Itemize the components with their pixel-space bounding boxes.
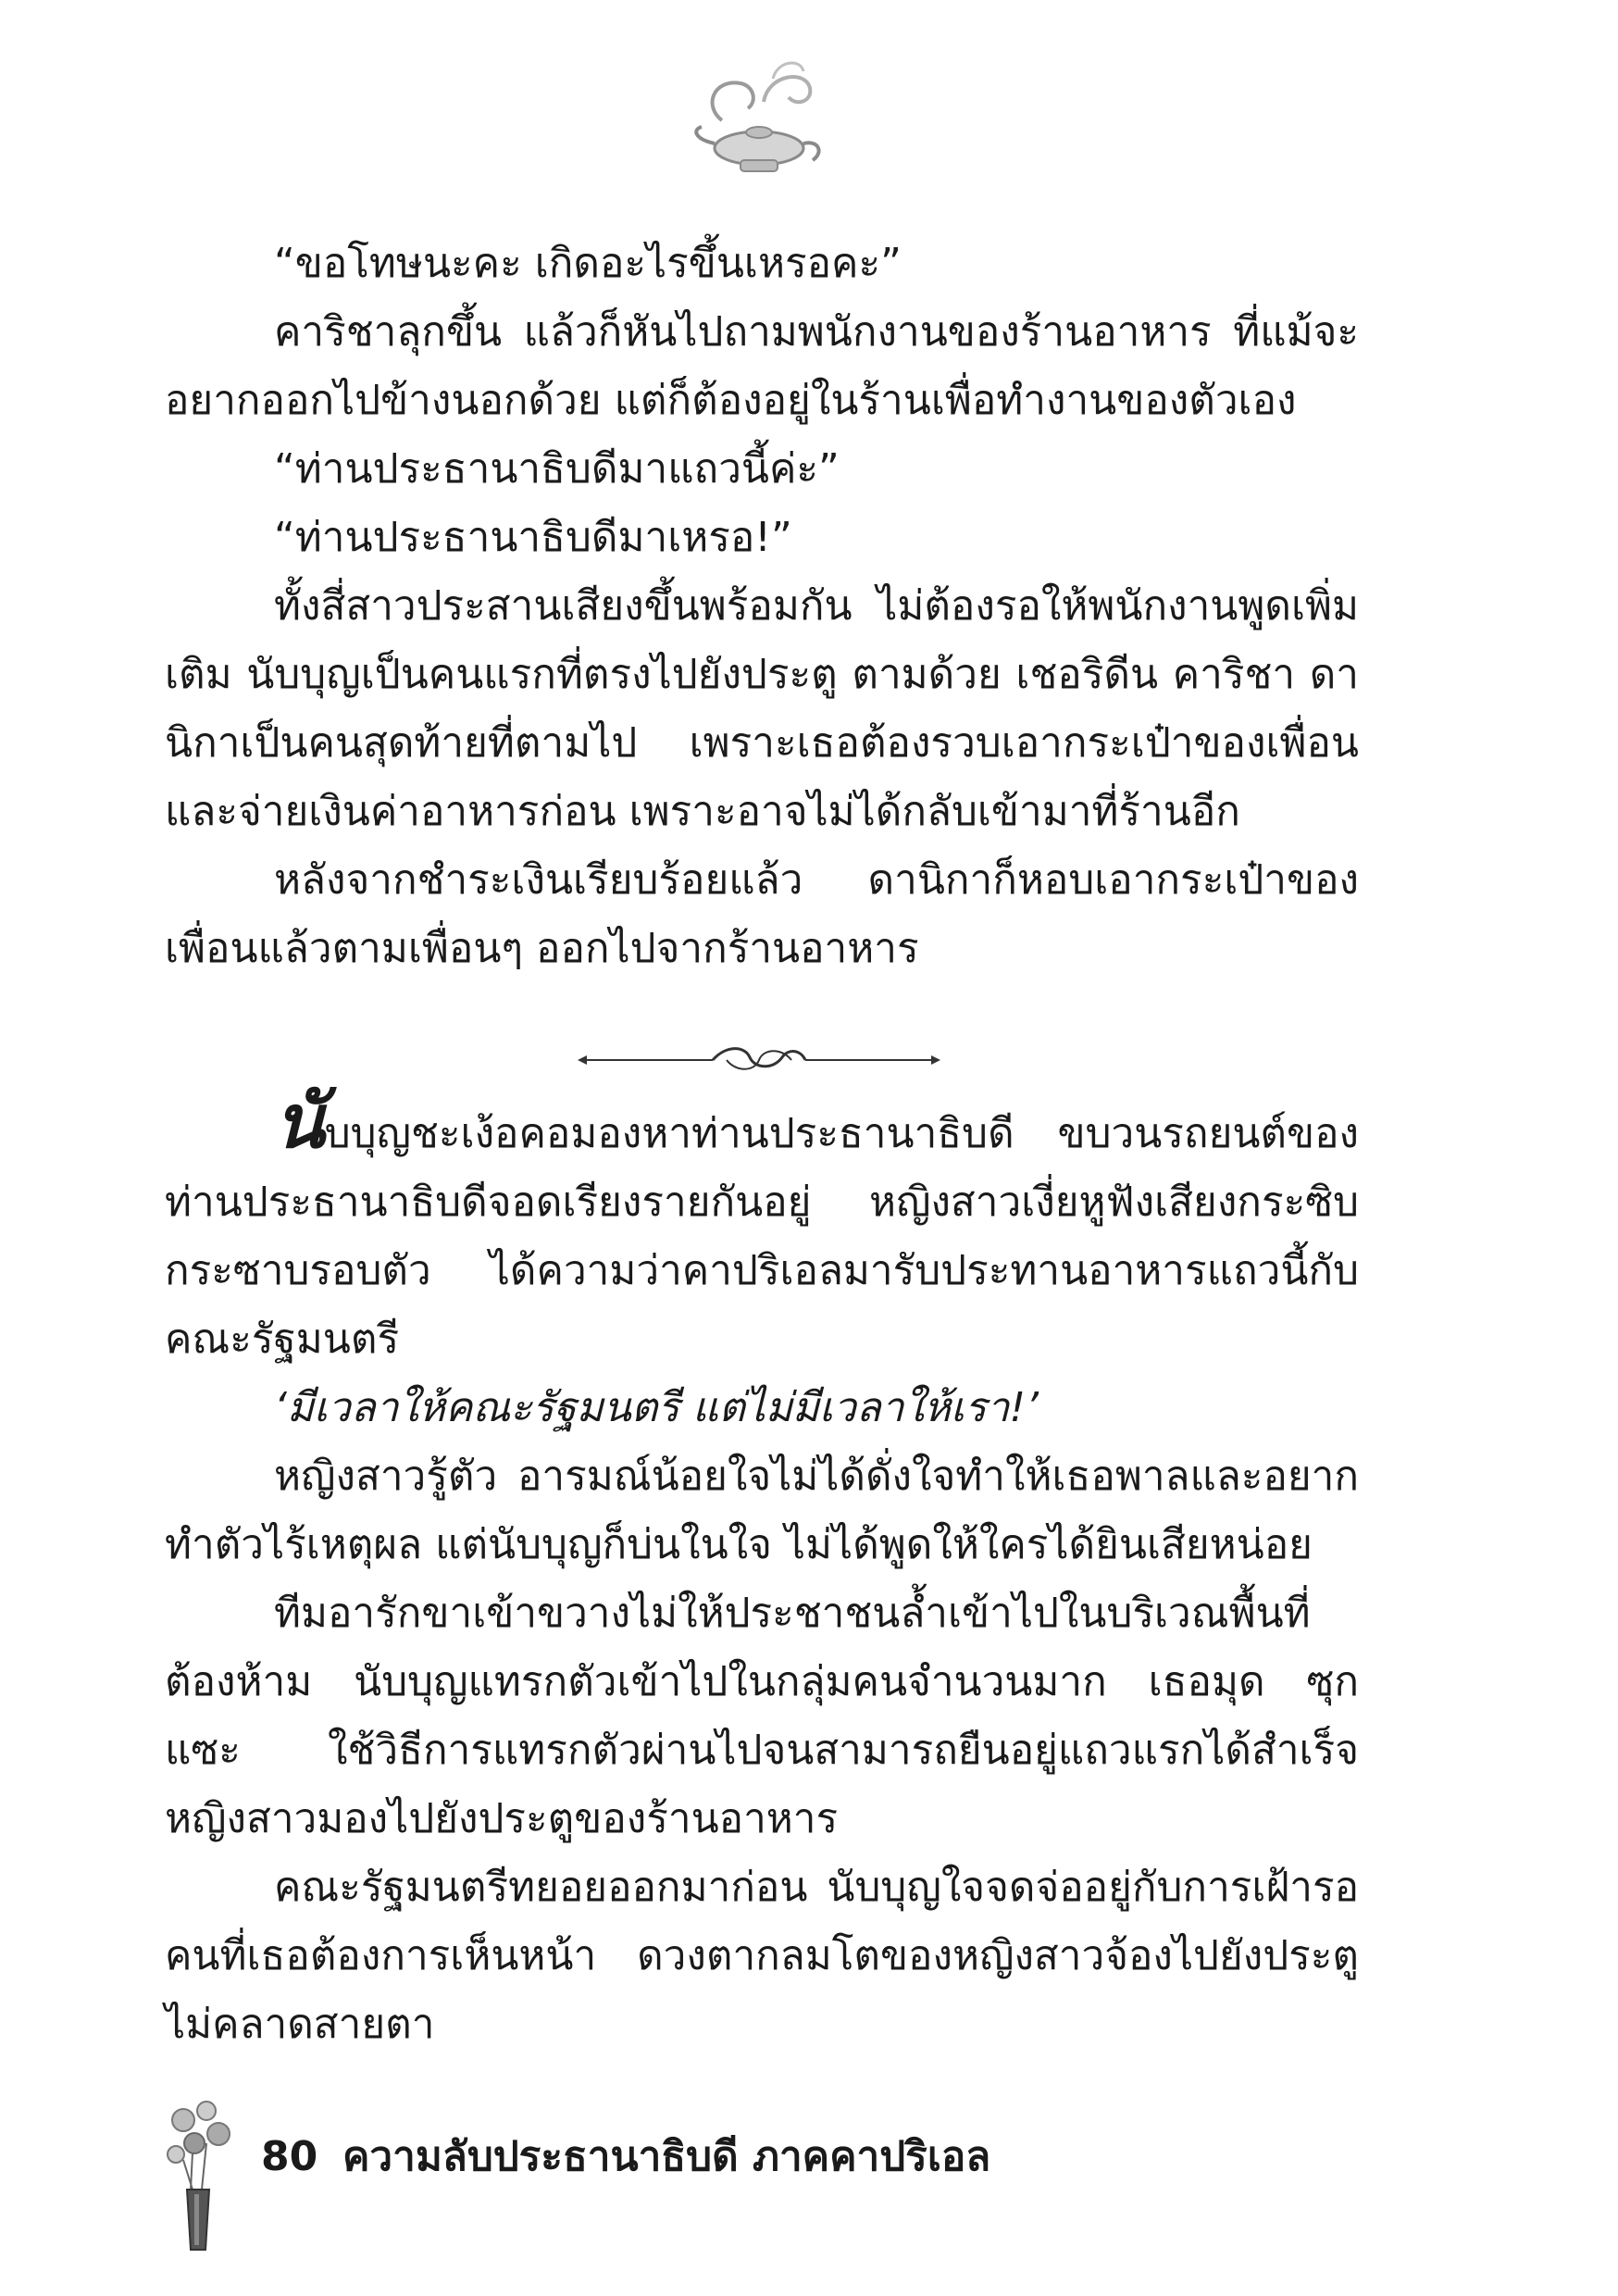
section-2: [165, 1079, 1359, 2059]
page-number: 80: [261, 2133, 318, 2180]
book-title: ความลับประธานาธิบดี ภาคคาปริเอล: [342, 2133, 991, 2180]
section-1: [165, 230, 1359, 983]
genie-lamp-ornament-icon: [685, 51, 833, 190]
paragraph: หลังจากชำระเงินเรียบร้อยแล้ว ดานิกาก็หอบเอากระเป๋าของเพื่อนแล้วตามเพื่อนๆ ออกไปจากร้านอาหาร: [165, 856, 1359, 972]
drop-cap: นั: [274, 1079, 325, 1165]
dialogue-line: “ขอโทษนะคะ เกิดอะไรขึ้นเหรอคะ”: [274, 240, 902, 287]
dialogue-line: “ท่านประธานาธิบดีมาเหรอ!”: [274, 514, 792, 561]
paragraph: หญิงสาวรู้ตัว อารมณ์น้อยใจไม่ได้ดั่งใจทำให้เธอพาลและอยากทำตัวไร้เหตุผล แต่นับบุญก็บ่นในใจ ไม่ได้พูดให้ใครได้ยินเสียหน่อย: [165, 1453, 1359, 1568]
flower-vase-icon: [165, 2097, 234, 2254]
opening-text: บบุญชะเง้อคอมองหาท่านประธานาธิบดี ขบวนรถยนต์ของท่านประธานาธิบดีจอดเรียงรายกันอยู่ หญิงสาวเงี่ยหูฟังเสียงกระซิบกระซาบรอบตัว ได้ความว่าคาปริเอลมารับประทานอาหารแถวนี้กับคณะรัฐมนตรี: [165, 1110, 1359, 1363]
paragraph: คณะรัฐมนตรีทยอยออกมาก่อน นับบุญใจจดจ่ออยู่กับการเฝ้ารอคนที่เธอต้องการเห็นหน้า ดวงตากลมโตของหญิงสาวจ้องไปยังประตูไม่คลาดสายตา: [165, 1864, 1359, 2048]
inner-thought: ‘มีเวลาให้คณะรัฐมนตรี แต่ไม่มีเวลาให้เรา!’: [274, 1384, 1039, 1431]
paragraph: ทั้งสี่สาวประสานเสียงขึ้นพร้อมกัน ไม่ต้องรอให้พนักงานพูดเพิ่มเติม นับบุญเป็นคนแรกที่ตรงไปยังประตู ตามด้วย เชอริดีน คาริชา ดานิกาเป็นคนสุดท้ายที่ตามไป เพราะเธอต้องรวบเอากระเป๋าของเพื่อนและจ่ายเงินค่าอาหารก่อน เพราะอาจไม่ได้กลับเข้ามาที่ร้านอีก: [165, 582, 1359, 835]
paragraph: คาริชาลุกขึ้น แล้วก็หันไปถามพนักงานของร้านอาหาร ที่แม้จะอยากออกไปข้างนอกด้วย แต่ก็ต้องอยู่ในร้านเพื่อทำงานของตัวเอง: [165, 308, 1359, 424]
dialogue-line: “ท่านประธานาธิบดีมาแถวนี้ค่ะ”: [274, 445, 840, 493]
scroll-divider-icon: [574, 1037, 944, 1083]
chapter-opening-paragraph: [165, 1079, 1359, 1374]
paragraph: ทีมอารักขาเข้าขวางไม่ให้ประชาชนล้ำเข้าไปในบริเวณพื้นที่ต้องห้าม นับบุญแทรกตัวเข้าไปในกลุ่มคนจำนวนมาก เธอมุด ซุก แซะ ใช้วิธีการแทรกตัวผ่านไปจนสามารถยืนอยู่แถวแรกได้สำเร็จ หญิงสาวมองไปยังประตูของร้านอาหาร: [165, 1590, 1359, 1842]
